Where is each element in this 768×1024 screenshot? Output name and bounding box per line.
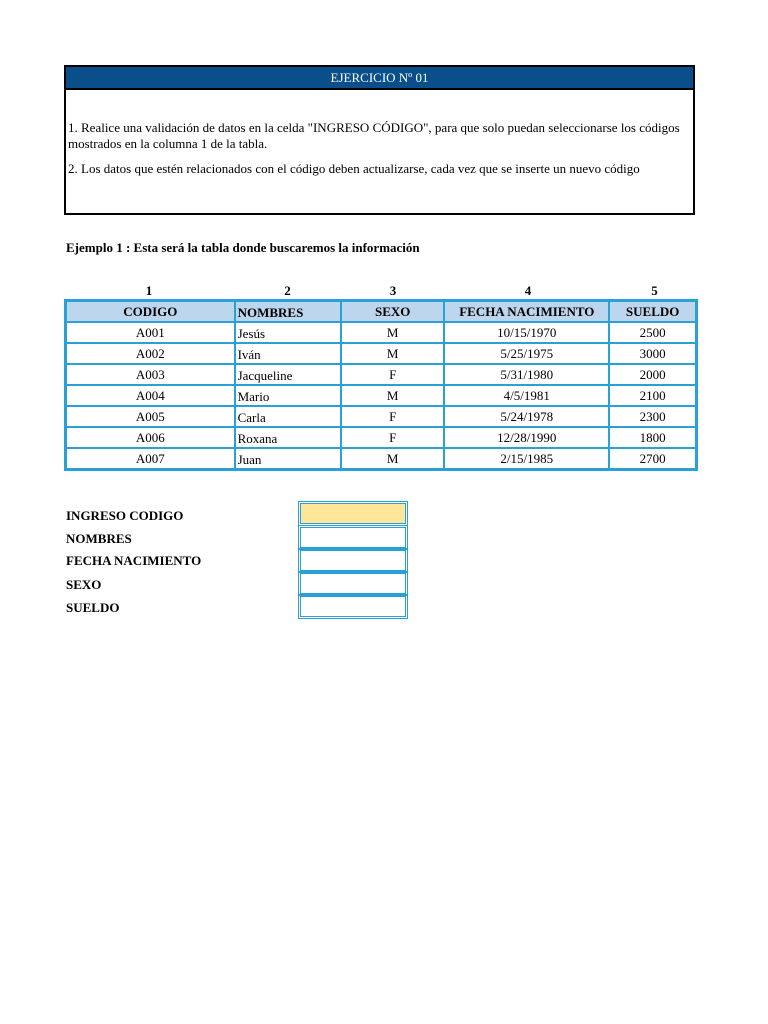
instruction-1: 1. Realice una validación de datos en la celda "INGRESO CÓDIGO", para que solo puedan seleccionarse los códigos mostrados en la columna 1 de la tabla. — [68, 120, 680, 151]
cell-fecha[interactable]: 12/28/1990 — [444, 427, 609, 448]
table-row — [66, 364, 696, 385]
cell-fecha[interactable]: 5/31/1980 — [444, 364, 609, 385]
cell-sexo[interactable]: M — [341, 322, 444, 343]
header-codigo[interactable]: CODIGO — [66, 301, 235, 322]
exercise-instructions — [66, 90, 693, 177]
table-row — [66, 448, 696, 469]
ingreso-codigo-input[interactable] — [300, 503, 406, 524]
table-row — [66, 427, 696, 448]
sueldo-output[interactable] — [300, 596, 406, 617]
cell-codigo[interactable]: A004 — [66, 385, 235, 406]
cell-sueldo[interactable]: 2100 — [609, 385, 696, 406]
cell-nombre[interactable]: Roxana — [235, 427, 342, 448]
header-fecha-nacimiento[interactable]: FECHA NACIMIENTO — [444, 301, 609, 322]
label-nombres: NOMBRES — [66, 531, 132, 546]
label-fecha-nacimiento: FECHA NACIMIENTO — [66, 553, 202, 568]
cell-sueldo[interactable]: 2000 — [609, 364, 696, 385]
cell-codigo[interactable]: A001 — [66, 322, 235, 343]
table-header-row — [66, 301, 696, 322]
label-ingreso-codigo: INGRESO CODIGO — [66, 508, 184, 523]
cell-sueldo[interactable]: 2300 — [609, 406, 696, 427]
cell-nombre[interactable]: Carla — [235, 406, 342, 427]
header-nombres[interactable]: NOMBRES — [235, 301, 342, 322]
column-number: 1 — [145, 283, 153, 298]
table-row — [66, 385, 696, 406]
header-sexo[interactable]: SEXO — [341, 301, 444, 322]
cell-nombre[interactable]: Juan — [235, 448, 342, 469]
exercise-box — [64, 65, 695, 215]
cell-fecha[interactable]: 5/25/1975 — [444, 343, 609, 364]
nombres-output[interactable] — [300, 527, 406, 548]
example-subtitle: Ejemplo 1 : Esta será la tabla donde buscaremos la información — [66, 240, 420, 255]
table-row — [66, 343, 696, 364]
cell-nombre[interactable]: Mario — [235, 385, 342, 406]
cell-nombre[interactable]: Jesús — [235, 322, 342, 343]
cell-sexo[interactable]: M — [341, 343, 444, 364]
column-number: 3 — [389, 283, 397, 298]
instruction-2: 2. Los datos que estén relacionados con el código deben actualizarse, cada vez que se inserte un nuevo código — [68, 161, 640, 176]
table-row — [66, 406, 696, 427]
cell-fecha[interactable]: 5/24/1978 — [444, 406, 609, 427]
cell-nombre[interactable]: Jacqueline — [235, 364, 342, 385]
cell-codigo[interactable]: A003 — [66, 364, 235, 385]
cell-sexo[interactable]: F — [341, 427, 444, 448]
column-number: 5 — [651, 283, 658, 298]
cell-sueldo[interactable]: 1800 — [609, 427, 696, 448]
cell-fecha[interactable]: 10/15/1970 — [444, 322, 609, 343]
cell-codigo[interactable]: A006 — [66, 427, 235, 448]
column-numbers — [64, 283, 698, 299]
label-sexo: SEXO — [66, 577, 102, 592]
fecha-nacimiento-output[interactable] — [300, 550, 406, 571]
cell-codigo[interactable]: A005 — [66, 406, 235, 427]
cell-sexo[interactable]: F — [341, 406, 444, 427]
sexo-output[interactable] — [300, 573, 406, 594]
table-row — [66, 322, 696, 343]
cell-sueldo[interactable]: 3000 — [609, 343, 696, 364]
cell-codigo[interactable]: A002 — [66, 343, 235, 364]
cell-sexo[interactable]: M — [341, 385, 444, 406]
cell-sexo[interactable]: F — [341, 364, 444, 385]
exercise-title: EJERCICIO Nº 01 — [66, 67, 693, 90]
cell-fecha[interactable]: 4/5/1981 — [444, 385, 609, 406]
label-sueldo: SUELDO — [66, 600, 120, 615]
employee-table — [64, 299, 698, 471]
cell-sexo[interactable]: M — [341, 448, 444, 469]
column-number: 4 — [524, 283, 532, 298]
cell-sueldo[interactable]: 2500 — [609, 322, 696, 343]
cell-sueldo[interactable]: 2700 — [609, 448, 696, 469]
cell-codigo[interactable]: A007 — [66, 448, 235, 469]
header-sueldo[interactable]: SUELDO — [609, 301, 696, 322]
cell-fecha[interactable]: 2/15/1985 — [444, 448, 609, 469]
column-number: 2 — [284, 283, 291, 298]
cell-nombre[interactable]: Iván — [235, 343, 342, 364]
